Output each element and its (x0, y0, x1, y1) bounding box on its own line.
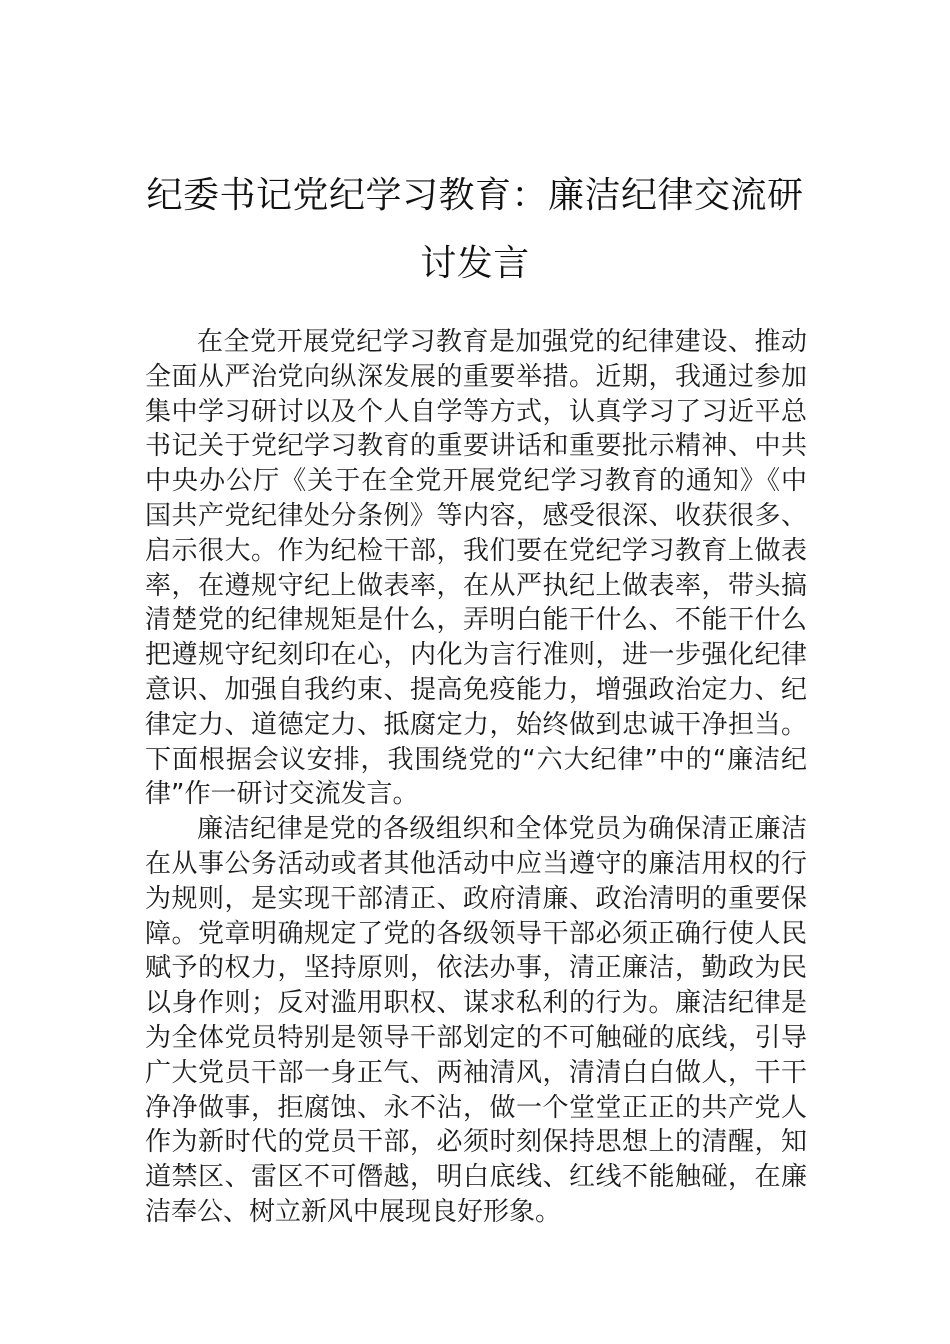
document-title-line-2: 讨发言 (420, 243, 530, 284)
document-body (145, 325, 807, 1230)
paragraph-2: 廉洁纪律是党的各级组织和全体党员为确保清正廉洁在从事公务活动或者其他活动中应当遵守的廉洁用权的行为规则，是实现干部清正、政府清廉、政治清明的重要保障。党章明确规定了党的各级领导干部必须正确行使人民赋予的权力，坚持原则，依法办事，清正廉洁，勤政为民以身作则；反对滥用职权、谋求私利的行为。廉洁纪律是为全体党员特别是领导干部划定的不可触碰的底线，引导广大党员干部一身正气、两袖清风，清清白白做人，干干净净做事，拒腐蚀、永不沾，做一个堂堂正正的共产党人作为新时代的党员干部，必须时刻保持思想上的清醒，知道禁区、雷区不可僭越，明白底线、红线不能触碰，在廉洁奉公、树立新风中展现良好形象。 (145, 814, 807, 1227)
paragraph-1: 在全党开展党纪学习教育是加强党的纪律建设、推动全面从严治党向纵深发展的重要举措。近期，我通过参加集中学习研讨以及个人自学等方式，认真学习了习近平总书记关于党纪学习教育的重要讲话和重要批示精神、中共中央办公厅《关于在全党开展党纪学习教育的通知》《中国共产党纪律处分条例》等内容，感受很深、收获很多、启示很大。作为纪检干部，我们要在党纪学习教育上做表率，在遵规守纪上做表率，在从严执纪上做表率，带头搞清楚党的纪律规矩是什么，弄明白能干什么、不能干什么把遵规守纪刻印在心，内化为言行准则，进一步强化纪律意识、加强自我约束、提高免疫能力，增强政治定力、纪律定力、道德定力、抵腐定力，始终做到忠诚干净担当。下面根据会议安排，我围绕党的“六大纪律”中的“廉洁纪律”作一研讨交流发言。 (145, 327, 807, 810)
document-title-line-1: 纪委书记党纪学习教育：廉洁纪律交流研 (146, 175, 804, 216)
document-title (140, 162, 810, 298)
